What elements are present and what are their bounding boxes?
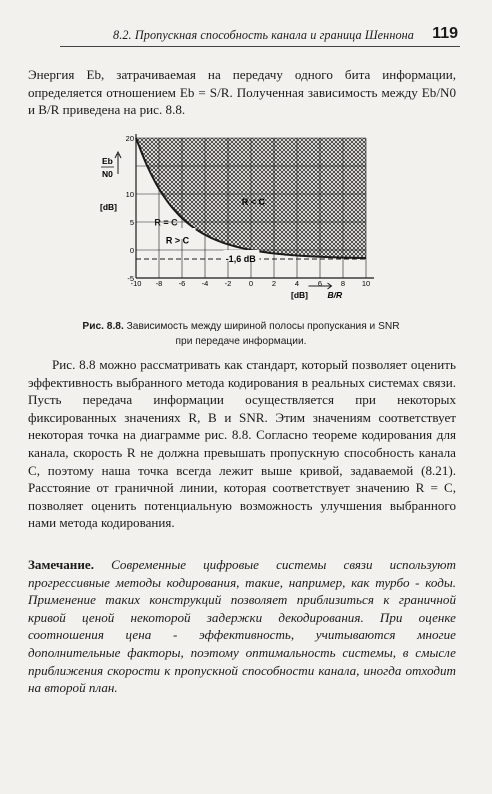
x-tick-label: -10 xyxy=(130,279,142,288)
note-paragraph xyxy=(28,556,456,697)
region-label-upper: R < C xyxy=(241,197,266,208)
running-title: 8.2. Пропускная способность канала и граница Шеннона xyxy=(113,28,414,42)
caption-text: Зависимость между шириной полосы пропускания и SNR при передаче информации. xyxy=(123,321,400,347)
y-arrow-icon xyxy=(115,152,121,174)
page-number: 119 xyxy=(432,25,458,42)
page-header xyxy=(60,22,460,47)
figure-8-8 xyxy=(98,132,382,302)
paragraph-standard: Рис. 8.8 можно рассматривать как стандарт, который позволяет оценить эффективность выбранного метода кодирования в реальных системах связи. Пусть передача информации осуществляется при некоторых фиксированных значениях R, B и SNR. Этим значениям соответствует некоторая точка на диаграмме рис. 8.8. Согласно теореме кодирования для канала, скорость R не должна превышать пропускную способность канала C, поэтому наша точка всегда лежит выше кривой, задаваемой (8.21). Расстояние от граничной линии, которая соответствует значению R = C, позволяет оценить потенциальную возможность улучшения выбранного нами метода кодирования. xyxy=(28,357,456,531)
region-label-boundary: R = C xyxy=(154,217,178,228)
x-tick-label: 6 xyxy=(317,279,323,288)
x-axis-label: B/R xyxy=(327,290,343,300)
x-tick-label: 4 xyxy=(294,279,300,288)
x-tick-label: -2 xyxy=(224,279,232,288)
y-tick-label: 20 xyxy=(125,134,134,143)
region-label-lower: R > C xyxy=(165,235,190,246)
note-body: Современные цифровые системы связи используют прогрессивные методы кодирования, такие, например, как турбо - коды. Применение таких конструкций позволяет приблизиться к граничной кривой ценой некоторой задержки декодирования. При оценке соотношения цена - эффективность, учитываются многие дополнительные факторы, поэтому оптимальность системы, в смысле приближения скорости к пропускной способности канала, иногда отходит на второй план. xyxy=(28,557,456,696)
y-tick-label: 5 xyxy=(129,218,134,227)
x-axis-unit: [dB] xyxy=(291,290,308,300)
limit-label: -1,6 dB xyxy=(225,253,256,264)
shannon-limit-plot xyxy=(98,132,382,302)
x-tick-label: 8 xyxy=(340,279,346,288)
y-tick-label: 10 xyxy=(125,190,134,199)
y-tick-label: 0 xyxy=(129,246,134,255)
x-tick-label: 10 xyxy=(361,279,371,288)
figure-caption xyxy=(76,319,406,349)
x-tick-label: -8 xyxy=(155,279,163,288)
paragraph-energy: Энергия Eb, затрачиваемая на передачу одного бита информации, определяется отношением Eb = S/R. Полученная зависимость между Eb/N0 и B/R приведена на рис. 8.8. xyxy=(28,67,456,118)
y-axis-unit: [dB] xyxy=(100,202,117,212)
y-tick-label: -5 xyxy=(127,274,134,283)
x-tick-label: 0 xyxy=(248,279,254,288)
y-axis-label-top: Eb xyxy=(102,156,113,166)
x-tick-label: 2 xyxy=(271,279,277,288)
caption-label: Рис. 8.8. xyxy=(82,321,124,332)
x-tick-label: -4 xyxy=(201,279,209,288)
x-tick-label: -6 xyxy=(178,279,186,288)
y-axis-label-bottom: N0 xyxy=(102,169,113,179)
note-title: Замечание. xyxy=(28,557,94,572)
